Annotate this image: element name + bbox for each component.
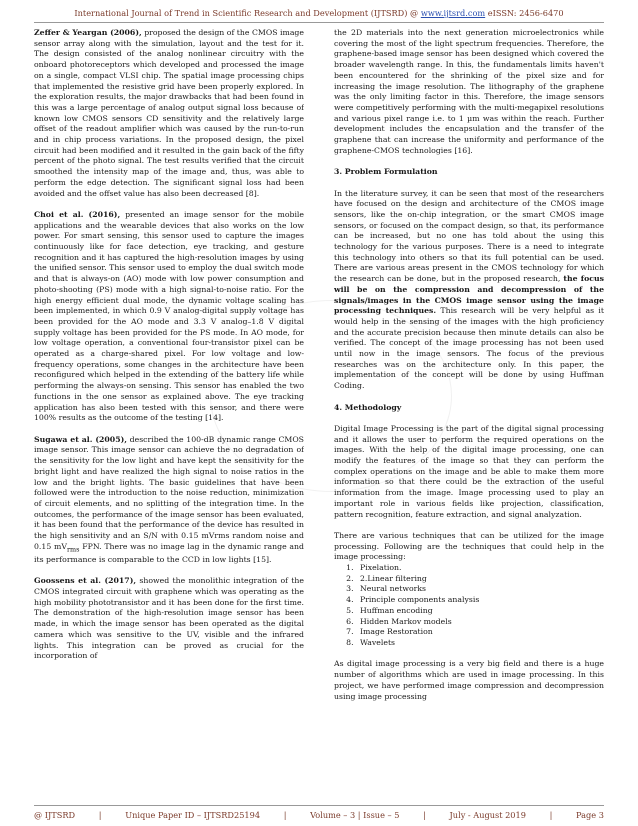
citation-lead: Sugawa et al. (2005), [34, 434, 127, 444]
footer-paper-id: Unique Paper ID – IJTSRD25194 [125, 810, 261, 820]
header-rule [34, 22, 604, 23]
issn: eISSN: 2456-6470 [485, 8, 564, 18]
journal-name: International Journal of Trend in Scientific Research and Development (IJTSRD) @ [74, 8, 421, 18]
list-item: 4. Principle components analysis [356, 595, 604, 606]
footer-volume: Volume – 3 | Issue – 5 [310, 810, 400, 820]
paragraph-choi: Choi et al. (2016), presented an image sensor for the mobile applications and the wearable devices that also works on the low power. For smart sensing, this sensor used to capture the images continuously like for face detection, eye tracking, and gesture recognition and it has captured the high-resolution images by using the unified sensor. This sensor used to employ the dual switch mode and that is always-on (AO) mode with low power consumption and photo-shooting (PS) mode with a high signal-to-noise ratio. For the high energy efficient dual mode, the dynamic voltage scaling has been implemented, in which 0.9 V analog-digital supply voltage has been provided for the AO mode and 3.3 V analog–1.8 V digital supply voltage has been provided for the PS mode. In AO mode, for low voltage operation, a conventional four-transistor pixel can be operated as a charge-shared pixel. For low voltage and low-frequency operations, some changes in the architecture have been reconfigured which helped in the extending of the battery life while performing the always-on sensing. This sensor has enabled the two functions in the one sensor as explained above. The eye tracking application has also been tested with this sensor, and there were 100% results as the outcome of the testing [14]. [34, 209, 304, 423]
list-item: 3. Neural networks [356, 584, 604, 595]
running-footer [34, 810, 604, 820]
list-item: 7. Image Restoration [356, 627, 604, 638]
right-column [334, 28, 604, 800]
footer-page-number: Page 3 [576, 810, 604, 820]
footer-date: July - August 2019 [449, 810, 526, 820]
list-item: 6. Hidden Markov models [356, 617, 604, 628]
paragraph-goossens: Goossens et al. (2017), showed the monolithic integration of the CMOS integrated circuit with graphene which was operating as the high mobility phototransistor and it has been done for the first time. The demonstration of the high-resolution image sensor has been made, in which the image sensor has been operated as the digital camera which was sensitive to the UV, visible and the infrared lights. This integration can be proved as crucial for the incorporation of [34, 576, 304, 661]
list-item: 5. Huffman encoding [356, 606, 604, 617]
footer-site: @ IJTSRD [34, 810, 76, 820]
citation-lead: Goossens et al. (2017), [34, 576, 137, 586]
left-column [34, 28, 304, 800]
techniques-list [334, 563, 604, 649]
footer-separator: | [423, 810, 426, 820]
section-heading-problem-formulation: 3. Problem Formulation [334, 167, 438, 177]
paragraph-zeffer: Zeffer & Yeargan (2006), proposed the design of the CMOS image sensor array along with the simulation, layout and the test for it. The design consisted of the analog nonlinear circuitry with the onboard photoreceptors which developed and processed the image on a single, compact VLSI chip. The spatial image processing chips that implemented the resistive grid have been properly explored. In the exploration results, the major drawbacks that had been found in this was a large percentage of analog output signal loss because of known low CMOS sensors CD sensitivity and the relatively large offset of the readout amplifier which was caused by the run-to-run and in chip process variations. In the proposed design, the pixel circuit had been modified and it resulted in the gain back of the fifty percent of the photo signal. The test results verified that the circuit smoothed the intensity map of the image and, thus, was able to perform the edge detection. The significant signal loss had been avoided and the offset value has also been decreased [8]. [34, 28, 304, 198]
section-heading-methodology: 4. Methodology [334, 402, 402, 412]
paragraph-graphene: the 2D materials into the next generation microelectronics while covering the most of the light spectrum frequencies. Therefore, the graphene-based image sensor has been designed which covered the broader wavelength range. In this, the fundamentals limits haven't been encountered for the shrinking of the pixel size and for increasing the image resolution. The lithography of the graphene was the only limiting factor in this. Therefore, the image sensors were competitively performing with the multi-megapixel resolutions and various pixel range i.e. to 1 µm was within the reach. Further development includes the encapsulation and the transfer of the graphene that can increase the uniformity and performance of the graphene-CMOS technologies [16]. [334, 28, 604, 155]
footer-separator: | [98, 810, 102, 820]
citation-lead: Choi et al. (2016), [34, 209, 121, 219]
footer-separator: | [283, 810, 287, 820]
footer-separator: | [549, 810, 553, 820]
paragraph-conclusion-start: As digital image processing is a very big field and there is a huge number of algorithms which are used in image processing. In this project, we have performed image compression and decompression using image processing [334, 659, 604, 701]
citation-lead: Zeffer & Yeargan (2006), [34, 28, 142, 37]
list-item: 1. Pixelation. [356, 563, 604, 574]
paragraph-methodology: Digital Image Processing is the part of the digital signal processing and it allows the user to perform the required operations on the images. With the help of the digital image processing, one can modify the features of the image so that they can perform the complex operations on the image and be able to make them more information so that there could be the extraction of the useful information from the image. Image processing used to play an important role in various fields like projection, classification, pattern recognition, feature extraction, and signal analyzation. [334, 423, 604, 519]
list-item: 8. Wavelets [356, 638, 604, 649]
paragraph-problem: In the literature survey, it can be seen that most of the researchers have focused on the design and architecture of the CMOS image sensors, like the on-chip integration, or the smart CMOS image sensors, or focused on the compact design, so that, its performance can be increased, but no one has told about the using this technology for the various purposes. There is a need to integrate this technology into others so that its full potential can be used. There are various areas present in the CMOS technology for which the research can be done, but in the proposed research, the focus will be on the compression and decompression of the signals/images in the CMOS image sensor using the image processing techniques. This research will be very helpful as it would help in the sensing of the images with the high proficiency and the accurate precision because then minute details can also be verified. The concept of the image processing has not been used until now in the image sensors. The focus of the previous researches was on the architecture only. In this paper, the implementation of the concept will be done by using Huffman Coding. [334, 188, 604, 391]
paragraph-techniques-intro: There are various techniques that can be utilized for the image processing. Following are the techniques that could help in the image processing: [334, 530, 604, 562]
running-header [0, 8, 638, 18]
paragraph-sugawa: Sugawa et al. (2005), described the 100-dB dynamic range CMOS image sensor. This image sensor can achieve the no degradation of the sensitivity for the low light and have kept the sensitivity for the bright light and have realized the high signal to noise ratios in the low and the bright lights. The basic guidelines that have been followed were the introduction to the noise reduction, minimization of circuit elements, and no splitting of the integration time. In the outcomes, the performance of the image sensor has been evaluated, it has been found that the performance of the device has resulted in the high sensitivity and an S/N with 0.15 mVrms random noise and 0.15 $mV_{rms}$ FPN. There was no image lag in the dynamic range and its performance is comparable to the CCD in low lights [15]. [34, 434, 304, 564]
footer-rule [34, 805, 604, 806]
journal-url-link[interactable]: www.ijtsrd.com [420, 8, 486, 18]
list-item: 2. 2.Linear filtering [356, 574, 604, 585]
problem-focus-bold: the focus will be on the compression and decompression of the signals/images in the CMOS image sensor using the image processing techniques. [334, 274, 604, 316]
